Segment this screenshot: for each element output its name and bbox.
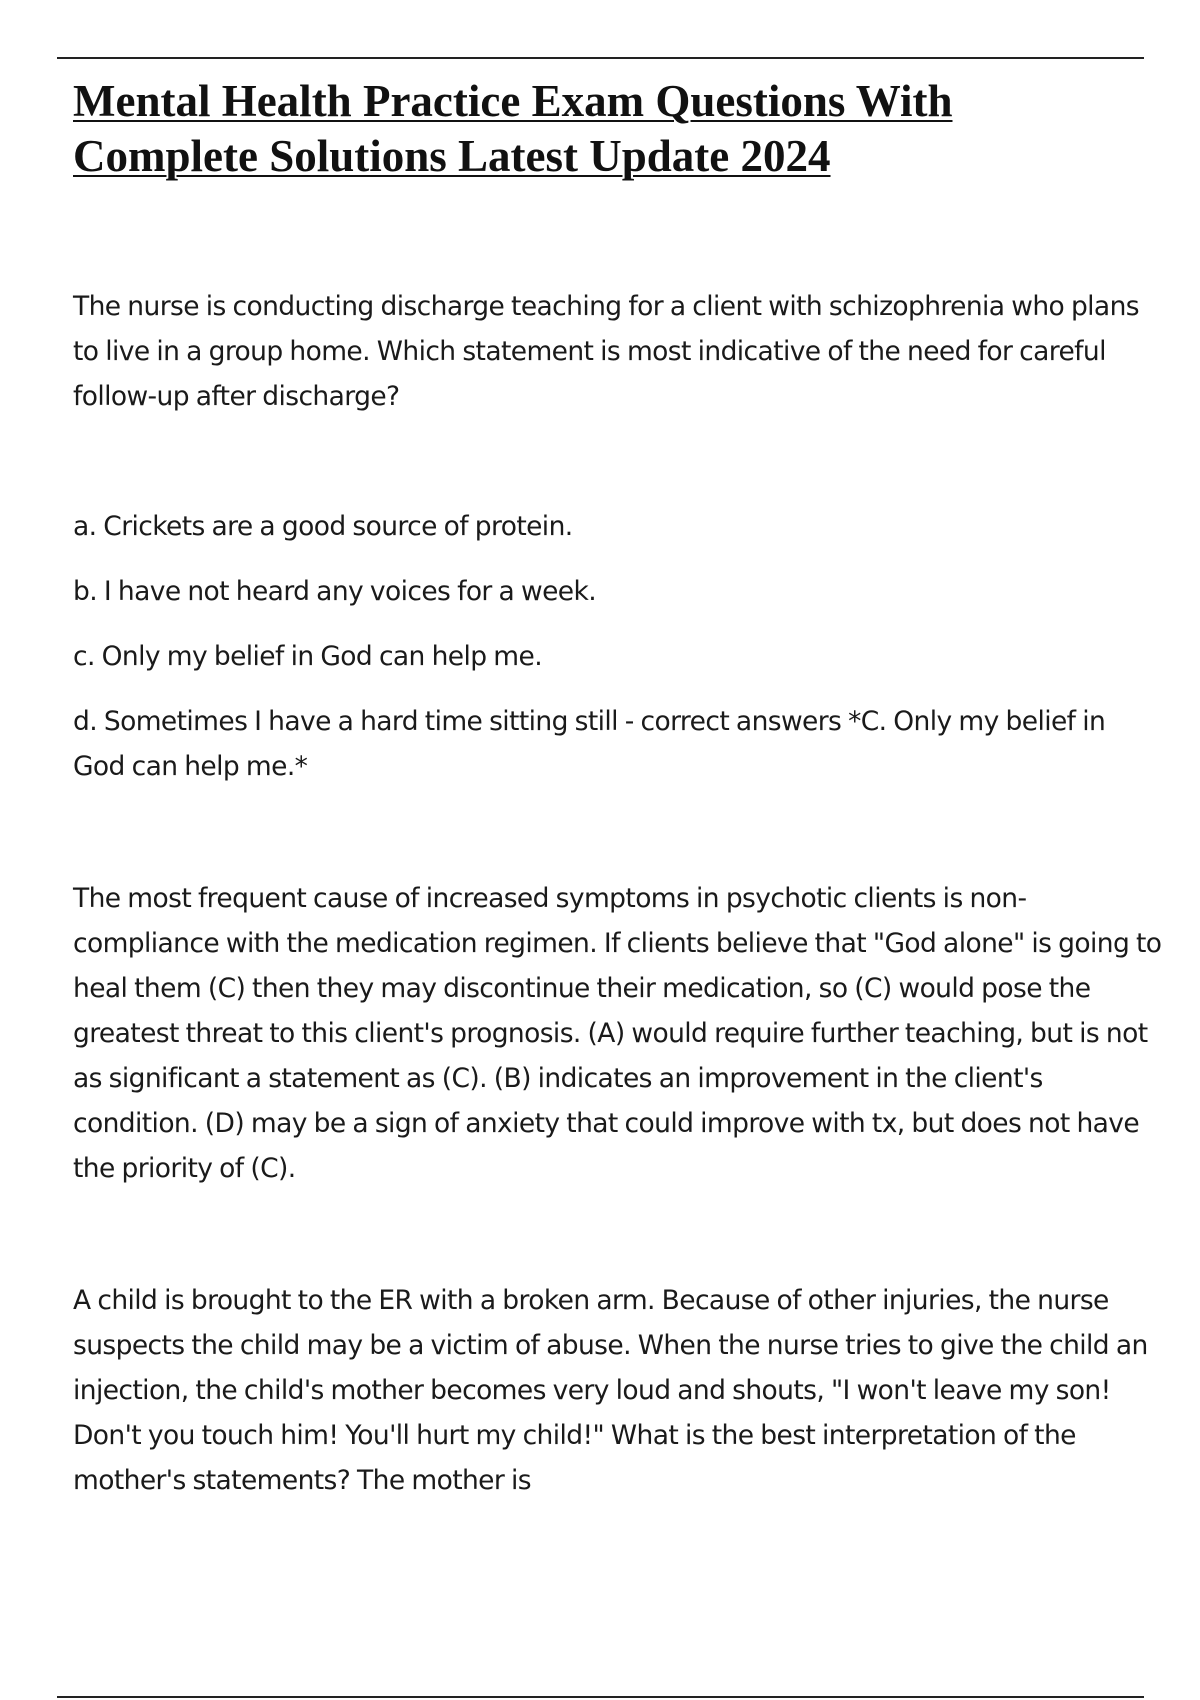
option-a: a. Crickets are a good source of protein. xyxy=(73,511,573,542)
question-1-explanation: The most frequent cause of increased symptoms in psychotic clients is non-compliance with the medication regimen. If clients believe that "God alone" is going to heal them (C) then they may discontinue their medication, so (C) would pose the greatest threat to this client's prognosis. (A) would require further teaching, but is not as significant a statement as (C). (B) indicates an improvement in the client's condition. (D) may be a sign of anxiety that could improve with tx, but does not have the priority of (C). xyxy=(73,883,1162,1184)
question-2-text: A child is brought to the ER with a broken arm. Because of other injuries, the nurse suspects the child may be a victim of abuse. When the nurse tries to give the child an injection, the child's mother becomes very loud and shouts, "I won't leave my son! Don't you touch him! You'll hurt my child!" What is the best interpretation of the mother's statements? The mother is xyxy=(73,1285,1148,1496)
title-line-2: Complete Solutions Latest Update 2024 xyxy=(73,131,831,181)
option-b: b. I have not heard any voices for a week. xyxy=(73,576,597,607)
top-divider xyxy=(57,57,1144,59)
document-page xyxy=(73,74,1163,1503)
option-c: c. Only my belief in God can help me. xyxy=(73,641,543,672)
question-1-text: The nurse is conducting discharge teaching for a client with schizophrenia who plans to live in a group home. Which statement is most indicative of the need for careful follow-up after discharge? xyxy=(73,291,1139,412)
title-line-1: Mental Health Practice Exam Questions With xyxy=(73,76,953,126)
document-title xyxy=(73,74,1163,184)
question-1-options xyxy=(73,504,1163,789)
option-d: d. Sometimes I have a hard time sitting still - correct answers *C. Only my belief in God can help me.* xyxy=(73,706,1106,782)
bottom-divider xyxy=(57,1696,1144,1698)
